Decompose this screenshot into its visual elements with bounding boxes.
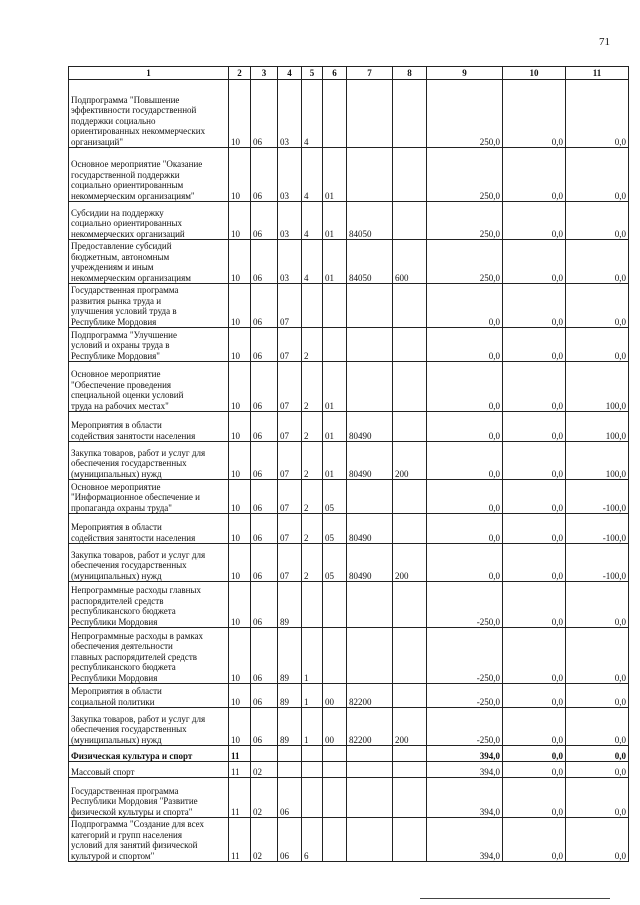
cell-col-2: 10 xyxy=(229,240,251,284)
column-header-8: 8 xyxy=(393,67,427,80)
table-row xyxy=(69,582,629,628)
cell-col-5: 4 xyxy=(302,148,323,202)
row-name-cell: Подпрограмма "Создание для всех категорий и групп населения условий для занятий физической культурой и спортом" xyxy=(69,818,229,862)
cell-col-8 xyxy=(393,284,427,328)
cell-col-5 xyxy=(302,284,323,328)
cell-col-6: 01 xyxy=(323,148,347,202)
cell-col-3: 02 xyxy=(251,778,278,818)
cell-col-9: 0,0 xyxy=(427,514,503,544)
cell-col-4: 03 xyxy=(278,240,302,284)
table-row xyxy=(69,762,629,778)
cell-col-9: 0,0 xyxy=(427,328,503,362)
cell-col-7 xyxy=(347,818,393,862)
page-number: 71 xyxy=(599,36,610,48)
cell-col-9: 0,0 xyxy=(427,412,503,442)
cell-col-2: 10 xyxy=(229,148,251,202)
cell-col-9: -250,0 xyxy=(427,684,503,708)
cell-col-4: 07 xyxy=(278,328,302,362)
cell-col-7 xyxy=(347,284,393,328)
cell-col-9: 0,0 xyxy=(427,362,503,412)
cell-col-11: 0,0 xyxy=(566,80,629,148)
cell-col-11: 0,0 xyxy=(566,762,629,778)
cell-col-8 xyxy=(393,582,427,628)
cell-col-10: 0,0 xyxy=(503,362,566,412)
cell-col-4: 89 xyxy=(278,582,302,628)
cell-col-2: 10 xyxy=(229,442,251,480)
row-name-cell: Массовый спорт xyxy=(69,762,229,778)
cell-col-4: 06 xyxy=(278,818,302,862)
table-row xyxy=(69,284,629,328)
cell-col-6 xyxy=(323,628,347,684)
cell-col-3: 06 xyxy=(251,328,278,362)
cell-col-11: 0,0 xyxy=(566,148,629,202)
cell-col-7 xyxy=(347,480,393,514)
cell-col-6: 05 xyxy=(323,514,347,544)
cell-col-11: -100,0 xyxy=(566,514,629,544)
cell-col-3: 06 xyxy=(251,708,278,746)
cell-col-6 xyxy=(323,746,347,762)
cell-col-7 xyxy=(347,762,393,778)
cell-col-4: 06 xyxy=(278,778,302,818)
table-row xyxy=(69,778,629,818)
cell-col-8 xyxy=(393,778,427,818)
row-name-cell: Подпрограмма "Повышение эффективности государственной поддержки социально ориентированных некоммерческих организаций" xyxy=(69,80,229,148)
cell-col-5: 2 xyxy=(302,412,323,442)
cell-col-10: 0,0 xyxy=(503,442,566,480)
cell-col-3 xyxy=(251,746,278,762)
cell-col-11: 0,0 xyxy=(566,240,629,284)
cell-col-2: 10 xyxy=(229,544,251,582)
cell-col-10: 0,0 xyxy=(503,514,566,544)
cell-col-3: 02 xyxy=(251,762,278,778)
cell-col-2: 10 xyxy=(229,202,251,240)
cell-col-2: 10 xyxy=(229,628,251,684)
cell-col-3: 06 xyxy=(251,514,278,544)
cell-col-11: 0,0 xyxy=(566,628,629,684)
row-name-cell: Непрограммные расходы в рамках обеспечения деятельности главных распорядителей средств республиканского бюджета Республики Мордовия xyxy=(69,628,229,684)
cell-col-11: 0,0 xyxy=(566,746,629,762)
cell-col-10: 0,0 xyxy=(503,778,566,818)
cell-col-7 xyxy=(347,582,393,628)
cell-col-6: 00 xyxy=(323,708,347,746)
cell-col-3: 06 xyxy=(251,684,278,708)
cell-col-10: 0,0 xyxy=(503,818,566,862)
cell-col-8 xyxy=(393,480,427,514)
cell-col-4: 07 xyxy=(278,362,302,412)
cell-col-10: 0,0 xyxy=(503,240,566,284)
cell-col-10: 0,0 xyxy=(503,684,566,708)
cell-col-9: -250,0 xyxy=(427,628,503,684)
cell-col-7 xyxy=(347,80,393,148)
cell-col-7: 82200 xyxy=(347,708,393,746)
cell-col-9: 250,0 xyxy=(427,80,503,148)
cell-col-5: 2 xyxy=(302,362,323,412)
cell-col-10: 0,0 xyxy=(503,148,566,202)
table-row xyxy=(69,412,629,442)
cell-col-2: 11 xyxy=(229,746,251,762)
cell-col-9: 0,0 xyxy=(427,284,503,328)
table-row xyxy=(69,240,629,284)
cell-col-11: 0,0 xyxy=(566,284,629,328)
cell-col-8 xyxy=(393,328,427,362)
row-name-cell: Мероприятия в области содействия занятости населения xyxy=(69,514,229,544)
cell-col-10: 0,0 xyxy=(503,708,566,746)
cell-col-9: 394,0 xyxy=(427,762,503,778)
row-name-cell: Субсидии на поддержку социально ориентированных некоммерческих организаций xyxy=(69,202,229,240)
cell-col-6: 01 xyxy=(323,362,347,412)
cell-col-6 xyxy=(323,582,347,628)
cell-col-10: 0,0 xyxy=(503,412,566,442)
cell-col-8: 200 xyxy=(393,544,427,582)
header-row xyxy=(69,67,629,80)
cell-col-3: 06 xyxy=(251,628,278,684)
row-name-cell: Основное мероприятие "Оказание государственной поддержки социально ориентированным некоммерческим организациям" xyxy=(69,148,229,202)
cell-col-6 xyxy=(323,328,347,362)
table-row xyxy=(69,544,629,582)
table-row xyxy=(69,362,629,412)
row-name-cell: Основное мероприятие "Обеспечение проведения специальной оценки условий труда на рабочих местах" xyxy=(69,362,229,412)
cell-col-6 xyxy=(323,762,347,778)
cell-col-8 xyxy=(393,514,427,544)
cell-col-2: 10 xyxy=(229,284,251,328)
cell-col-4: 03 xyxy=(278,202,302,240)
cell-col-7: 80490 xyxy=(347,412,393,442)
column-header-10: 10 xyxy=(503,67,566,80)
table-body xyxy=(69,80,629,862)
row-name-cell: Подпрограмма "Улучшение условий и охраны труда в Республике Мордовия" xyxy=(69,328,229,362)
row-name-cell: Основное мероприятие "Информационное обеспечение и пропаганда охраны труда" xyxy=(69,480,229,514)
cell-col-2: 11 xyxy=(229,818,251,862)
cell-col-9: -250,0 xyxy=(427,582,503,628)
cell-col-3: 06 xyxy=(251,202,278,240)
cell-col-2: 10 xyxy=(229,684,251,708)
cell-col-6: 01 xyxy=(323,412,347,442)
table-row xyxy=(69,148,629,202)
cell-col-5: 1 xyxy=(302,684,323,708)
cell-col-4: 03 xyxy=(278,80,302,148)
cell-col-3: 06 xyxy=(251,544,278,582)
cell-col-10: 0,0 xyxy=(503,80,566,148)
cell-col-2: 10 xyxy=(229,362,251,412)
column-header-6: 6 xyxy=(323,67,347,80)
cell-col-3: 06 xyxy=(251,582,278,628)
table-row xyxy=(69,684,629,708)
cell-col-3: 06 xyxy=(251,80,278,148)
cell-col-6: 01 xyxy=(323,240,347,284)
column-header-1: 1 xyxy=(69,67,229,80)
cell-col-5: 2 xyxy=(302,514,323,544)
column-header-5: 5 xyxy=(302,67,323,80)
table-row xyxy=(69,80,629,148)
row-name-cell: Государственная программа Республики Мордовия "Развитие физической культуры и спорта" xyxy=(69,778,229,818)
cell-col-7 xyxy=(347,778,393,818)
cell-col-8 xyxy=(393,412,427,442)
cell-col-4: 89 xyxy=(278,708,302,746)
column-header-7: 7 xyxy=(347,67,393,80)
cell-col-4: 07 xyxy=(278,480,302,514)
cell-col-5 xyxy=(302,762,323,778)
cell-col-11: 100,0 xyxy=(566,412,629,442)
row-name-cell: Мероприятия в области содействия занятости населения xyxy=(69,412,229,442)
cell-col-11: 100,0 xyxy=(566,362,629,412)
column-header-9: 9 xyxy=(427,67,503,80)
cell-col-5: 1 xyxy=(302,628,323,684)
cell-col-6 xyxy=(323,818,347,862)
cell-col-11: 0,0 xyxy=(566,778,629,818)
cell-col-4: 07 xyxy=(278,284,302,328)
cell-col-8 xyxy=(393,202,427,240)
cell-col-6: 00 xyxy=(323,684,347,708)
cell-col-4: 07 xyxy=(278,442,302,480)
cell-col-7: 84050 xyxy=(347,240,393,284)
cell-col-10: 0,0 xyxy=(503,628,566,684)
cell-col-4: 07 xyxy=(278,514,302,544)
cell-col-8 xyxy=(393,684,427,708)
row-name-cell: Физическая культура и спорт xyxy=(69,746,229,762)
cell-col-4 xyxy=(278,746,302,762)
cell-col-11: 0,0 xyxy=(566,328,629,362)
cell-col-11: 0,0 xyxy=(566,202,629,240)
table-row xyxy=(69,514,629,544)
cell-col-5: 2 xyxy=(302,328,323,362)
cell-col-11: 0,0 xyxy=(566,684,629,708)
row-name-cell: Мероприятия в области социальной политики xyxy=(69,684,229,708)
cell-col-5: 2 xyxy=(302,480,323,514)
table-row xyxy=(69,202,629,240)
cell-col-7: 84050 xyxy=(347,202,393,240)
cell-col-6: 01 xyxy=(323,202,347,240)
cell-col-10: 0,0 xyxy=(503,544,566,582)
cell-col-10: 0,0 xyxy=(503,582,566,628)
cell-col-2: 10 xyxy=(229,328,251,362)
row-name-cell: Закупка товаров, работ и услуг для обеспечения государственных (муниципальных) нужд xyxy=(69,544,229,582)
row-name-cell: Закупка товаров, работ и услуг для обеспечения государственных (муниципальных) нужд xyxy=(69,708,229,746)
cell-col-2: 10 xyxy=(229,514,251,544)
cell-col-3: 06 xyxy=(251,412,278,442)
cell-col-11: -100,0 xyxy=(566,544,629,582)
cell-col-7 xyxy=(347,746,393,762)
column-header-3: 3 xyxy=(251,67,278,80)
cell-col-3: 06 xyxy=(251,362,278,412)
cell-col-6 xyxy=(323,284,347,328)
cell-col-4: 07 xyxy=(278,412,302,442)
cell-col-10: 0,0 xyxy=(503,746,566,762)
cell-col-11: 0,0 xyxy=(566,582,629,628)
cell-col-7 xyxy=(347,328,393,362)
cell-col-6: 05 xyxy=(323,544,347,582)
row-name-cell: Непрограммные расходы главных распорядителей средств республиканского бюджета Республики Мордовия xyxy=(69,582,229,628)
cell-col-2: 10 xyxy=(229,582,251,628)
table-row xyxy=(69,628,629,684)
cell-col-9: 0,0 xyxy=(427,544,503,582)
cell-col-8 xyxy=(393,762,427,778)
cell-col-6 xyxy=(323,778,347,818)
table-row xyxy=(69,442,629,480)
cell-col-2: 10 xyxy=(229,80,251,148)
cell-col-3: 02 xyxy=(251,818,278,862)
cell-col-2: 10 xyxy=(229,412,251,442)
cell-col-3: 06 xyxy=(251,148,278,202)
cell-col-11: -100,0 xyxy=(566,480,629,514)
cell-col-6 xyxy=(323,80,347,148)
cell-col-9: 394,0 xyxy=(427,778,503,818)
cell-col-7: 80490 xyxy=(347,442,393,480)
cell-col-5: 4 xyxy=(302,240,323,284)
cell-col-9: 0,0 xyxy=(427,442,503,480)
cell-col-4: 89 xyxy=(278,628,302,684)
cell-col-6: 01 xyxy=(323,442,347,480)
cell-col-7: 82200 xyxy=(347,684,393,708)
cell-col-9: -250,0 xyxy=(427,708,503,746)
cell-col-2: 11 xyxy=(229,762,251,778)
cell-col-7: 80490 xyxy=(347,544,393,582)
cell-col-2: 10 xyxy=(229,708,251,746)
cell-col-8: 200 xyxy=(393,442,427,480)
cell-col-10: 0,0 xyxy=(503,202,566,240)
cell-col-8 xyxy=(393,818,427,862)
table-row xyxy=(69,746,629,762)
column-header-11: 11 xyxy=(566,67,629,80)
cell-col-10: 0,0 xyxy=(503,328,566,362)
cell-col-7 xyxy=(347,628,393,684)
row-name-cell: Предоставление субсидий бюджетным, автономным учреждениям и иным некоммерческим организациям xyxy=(69,240,229,284)
cell-col-4 xyxy=(278,762,302,778)
cell-col-8 xyxy=(393,746,427,762)
scan-edge-line xyxy=(420,898,610,899)
cell-col-11: 100,0 xyxy=(566,442,629,480)
cell-col-8: 600 xyxy=(393,240,427,284)
cell-col-5: 1 xyxy=(302,708,323,746)
cell-col-2: 11 xyxy=(229,778,251,818)
cell-col-7: 80490 xyxy=(347,514,393,544)
cell-col-8 xyxy=(393,148,427,202)
column-header-4: 4 xyxy=(278,67,302,80)
column-header-2: 2 xyxy=(229,67,251,80)
cell-col-10: 0,0 xyxy=(503,480,566,514)
cell-col-9: 0,0 xyxy=(427,480,503,514)
cell-col-7 xyxy=(347,362,393,412)
cell-col-2: 10 xyxy=(229,480,251,514)
cell-col-5: 6 xyxy=(302,818,323,862)
cell-col-5: 2 xyxy=(302,544,323,582)
table-row xyxy=(69,480,629,514)
cell-col-3: 06 xyxy=(251,240,278,284)
cell-col-9: 394,0 xyxy=(427,746,503,762)
cell-col-9: 250,0 xyxy=(427,240,503,284)
cell-col-5: 4 xyxy=(302,80,323,148)
cell-col-4: 07 xyxy=(278,544,302,582)
cell-col-8 xyxy=(393,628,427,684)
cell-col-5: 2 xyxy=(302,442,323,480)
cell-col-11: 0,0 xyxy=(566,818,629,862)
cell-col-5 xyxy=(302,778,323,818)
cell-col-3: 06 xyxy=(251,442,278,480)
cell-col-4: 03 xyxy=(278,148,302,202)
cell-col-6: 05 xyxy=(323,480,347,514)
cell-col-9: 250,0 xyxy=(427,202,503,240)
cell-col-5 xyxy=(302,582,323,628)
table-row xyxy=(69,708,629,746)
cell-col-3: 06 xyxy=(251,284,278,328)
cell-col-9: 250,0 xyxy=(427,148,503,202)
cell-col-8 xyxy=(393,80,427,148)
cell-col-8 xyxy=(393,362,427,412)
cell-col-3: 06 xyxy=(251,480,278,514)
cell-col-9: 394,0 xyxy=(427,818,503,862)
cell-col-5 xyxy=(302,746,323,762)
table-row xyxy=(69,818,629,862)
row-name-cell: Государственная программа развития рынка труда и улучшения условий труда в Республике Мордовия xyxy=(69,284,229,328)
cell-col-10: 0,0 xyxy=(503,762,566,778)
table-row xyxy=(69,328,629,362)
cell-col-5: 4 xyxy=(302,202,323,240)
budget-table xyxy=(68,66,629,862)
row-name-cell: Закупка товаров, работ и услуг для обеспечения государственных (муниципальных) нужд xyxy=(69,442,229,480)
cell-col-11: 0,0 xyxy=(566,708,629,746)
cell-col-8: 200 xyxy=(393,708,427,746)
cell-col-7 xyxy=(347,148,393,202)
cell-col-4: 89 xyxy=(278,684,302,708)
cell-col-10: 0,0 xyxy=(503,284,566,328)
